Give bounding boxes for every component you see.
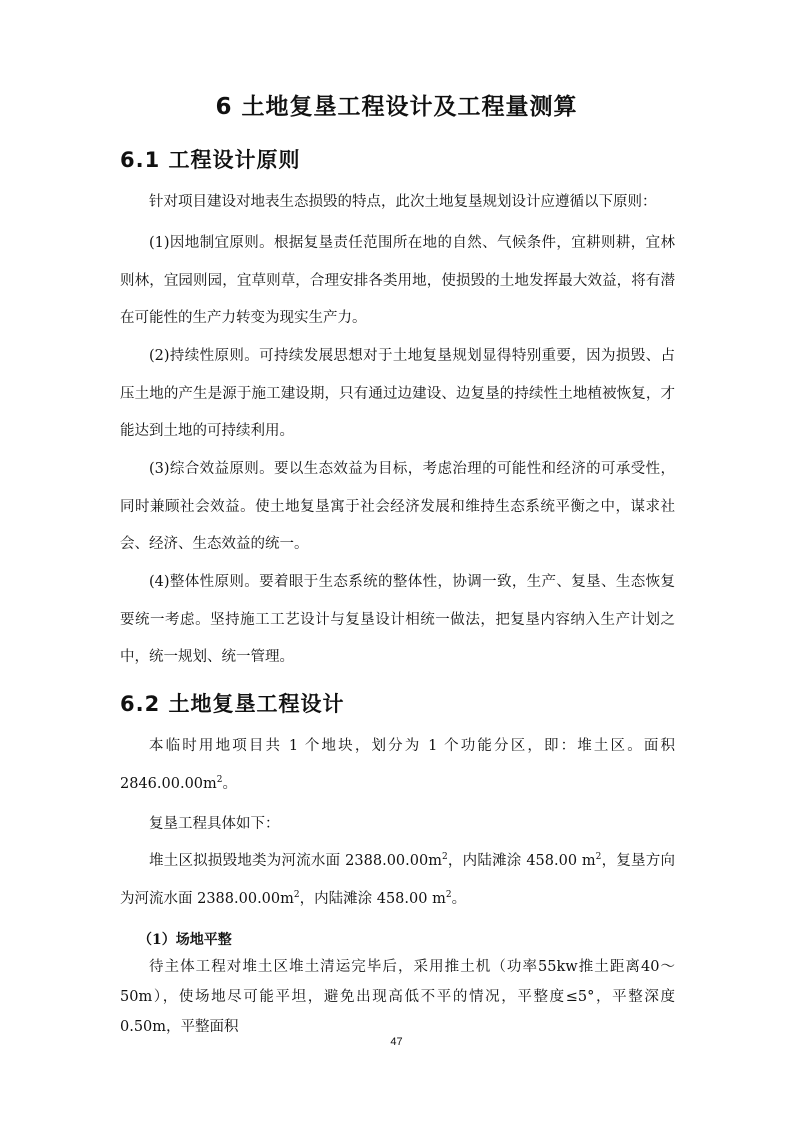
chapter-title: 6 土地复垦工程设计及工程量测算: [215, 94, 578, 120]
principle-4: (4)整体性原则。要着眼于生态系统的整体性，协调一致，生产、复垦、生态恢复要统一考虑。坚持施工工艺设计与复垦设计相统一做法，把复垦内容纳入生产计划之中，统一规划、统一管理。: [120, 574, 675, 665]
subheading-site-leveling: （1）场地平整: [138, 932, 232, 948]
area-sentence-end: 。: [222, 775, 238, 792]
page-number: 47: [390, 1036, 403, 1048]
site-leveling-text: 待主体工程对堆土区堆土清运完毕后，采用推土机（功率55kw推土距离40～50m），使场地尽可能平坦，避免出现高低不平的情况，平整度≤5°，平整深度0.50m，平整面积: [120, 959, 675, 1035]
works-detail: [120, 843, 675, 918]
principle-3: (3)综合效益原则。要以生态效益为目标，考虑治理的可能性和经济的可承受性，同时兼顾社会效益。使土地复垦寓于社会经济发展和维持生态系统平衡之中，谋求社会、经济、生态效益的统一。: [120, 461, 675, 552]
superscript-4: 2: [445, 889, 452, 900]
section-6-2-title: 6.2 土地复垦工程设计: [120, 692, 345, 716]
area-sentence: [120, 728, 675, 803]
works-intro: 复垦工程具体如下：: [149, 816, 280, 832]
superscript-1: 2: [441, 852, 448, 863]
section-6-1-title: 6.1 工程设计原则: [120, 148, 301, 172]
area-unit-superscript: 2: [216, 774, 223, 785]
superscript-2: 2: [595, 852, 602, 863]
section-6-1-intro: 针对项目建设对地表生态损毁的特点，此次土地复垦规划设计应遵循以下原则：: [149, 194, 657, 210]
detail-part-2: ，内陆滩涂 458.00 m: [447, 853, 596, 869]
principle-1: (1)因地制宜原则。根据复垦责任范围所在地的自然、气候条件，宜耕则耕，宜林则林，宜园则园，宜草则草，合理安排各类用地，使损毁的土地发挥最大效益，将有潜在可能性的生产力转变为现实生产力。: [120, 235, 675, 326]
detail-part-5: 。: [451, 890, 467, 907]
principle-2: (2)持续性原则。可持续发展思想对于土地复垦规划显得特别重要，因为损毁、占压土地的产生是源于施工建设期，只有通过边建设、边复垦的持续性土地植被恢复，才能达到土地的可持续利用。: [120, 348, 675, 439]
area-sentence-text: 本临时用地项目共 1 个地块，划分为 1 个功能分区，即：堆土区。面积 2846.00.00m: [120, 738, 675, 792]
detail-part-1: 堆土区拟损毁地类为河流水面 2388.00.00m: [149, 853, 442, 869]
detail-part-3: ，复垦方向为河流水面 2388.00.00m: [120, 853, 675, 907]
detail-part-4: ，内陆滩涂 458.00 m: [299, 890, 446, 907]
superscript-3: 2: [293, 889, 300, 900]
